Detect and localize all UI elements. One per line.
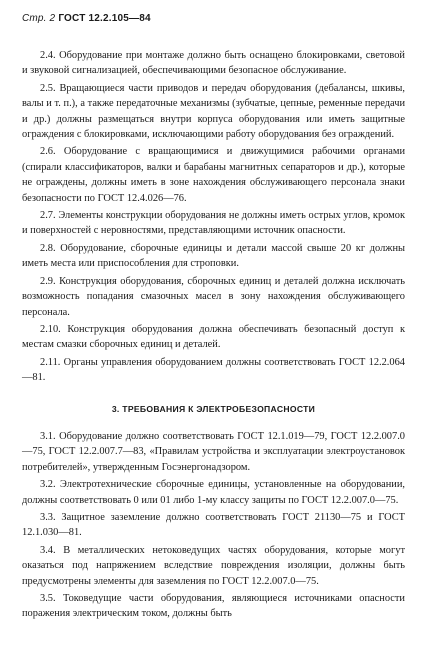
paragraph-2-8: 2.8. Оборудование, сборочные единицы и детали массой свыше 20 кг должны иметь места или приспособления для строповки.: [22, 242, 405, 270]
paragraph-3-5: 3.5. Токоведущие части оборудования, являющиеся источниками опасности поражения электрическим током, должны быть: [22, 593, 405, 620]
section-heading: 3. ТРЕБОВАНИЯ К ЭЛЕКТРОБЕЗОПАСНОСТИ: [111, 403, 316, 414]
page-number: Стр. 2: [22, 13, 56, 24]
paragraph-2-6: 2.6. Оборудование с вращающимися и движущимися рабочими органами (спирали классификаторов, валки и барабаны магнитных сепараторов и др.), которые не ограждены, должны иметь в зоне нахождения обслуживающего персонала знаки безопасности по ГОСТ 12.4.026—76.: [22, 146, 405, 204]
paragraph-3-2: 3.2. Электротехнические сборочные единицы, установленные на оборудовании, должны соответствовать 0 или 01 либо 1-му классу защиты по ГОСТ 12.2.007.0—75.: [22, 479, 405, 506]
paragraph-3-3: 3.3. Защитное заземление должно соответствовать ГОСТ 21130—75 и ГОСТ 12.1.030—81.: [22, 511, 405, 539]
paragraph-2-4: 2.4. Оборудование при монтаже должно быть оснащено блокировками, световой и звуковой сигнализацией, обеспечивающими безопасное обслуживание.: [22, 50, 405, 77]
document-body: [22, 48, 405, 624]
paragraph-2-9: 2.9. Конструкция оборудования, сборочных единиц и деталей должна исключать возможность попадания смазочных масел в зону нахождения обслуживающего персонала.: [22, 275, 405, 318]
page-header: [22, 13, 151, 24]
paragraph-2-7: 2.7. Элементы конструкции оборудования не должны иметь острых углов, кромок и поверхностей с неровностями, представляющими источник опасности.: [22, 210, 405, 237]
paragraph-3-4: 3.4. В металлических нетоковедущих частях оборудования, которые могут оказаться под напряжением вследствие повреждения изоляции, должны быть предусмотрены элементы для заземления по ГОСТ 12.2.007.0—75.: [22, 544, 405, 587]
standard-code: ГОСТ 12.2.105—84: [58, 13, 151, 24]
paragraph-2-10: 2.10. Конструкция оборудования должна обеспечивать безопасный доступ к местам смазки сборочных единиц и деталей.: [22, 323, 405, 351]
paragraph-2-11: 2.11. Органы управления оборудованием должны соответствовать ГОСТ 12.2.064—81.: [22, 356, 405, 384]
paragraph-2-5: 2.5. Вращающиеся части приводов и передач оборудования (дебалансы, шкивы, валы и т. п.), а также передаточные механизмы (зубчатые, цепные, ременные передачи и др.) должны размещаться внутри корпуса оборудования или иметь защитные ограждения с блокировками, исключающими работу оборудования без ограждений.: [22, 82, 405, 141]
paragraph-3-1: 3.1. Оборудование должно соответствовать ГОСТ 12.1.019—79, ГОСТ 12.2.007.0—75, ГОСТ 12.2.007.7—83, «Правилам устройства и эксплуатации электроустановок потребителей», утвержденным Госэнергонадзором.: [22, 430, 405, 473]
